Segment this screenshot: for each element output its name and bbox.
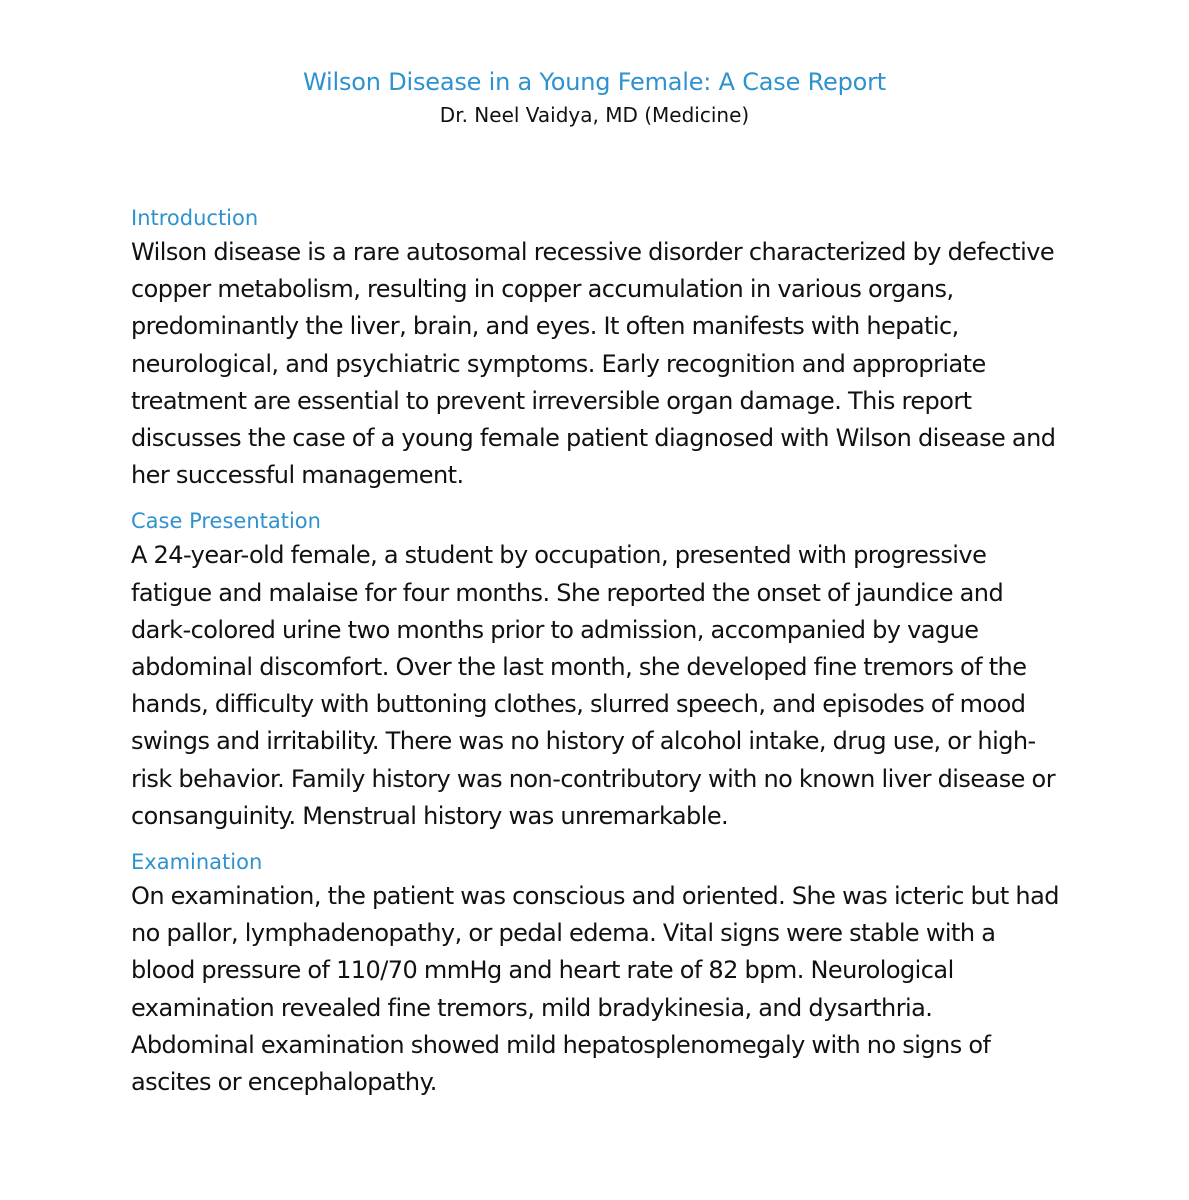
document-title: Wilson Disease in a Young Female: A Case Report [303, 68, 886, 96]
section-body-case-presentation: A 24-year-old female, a student by occupation, presented with progressive fatigue and malaise for four months. She reported the onset of jaundice and dark-colored urine two months prior to admission, accompanied by vague abdominal discomfort. Over the last month, she developed fine tremors of the hands, difficulty with buttoning clothes, slurred speech, and episodes of mood swings and irritability. There was no history of alcohol intake, drug use, or high-risk behavior. Family history was non-contributory with no known liver disease or consanguinity. Menstrual history was unremarkable. [131, 541, 1056, 830]
section-introduction [131, 204, 1061, 494]
section-heading-case-presentation: Case Presentation [131, 509, 321, 534]
document-header [0, 66, 1189, 129]
document-author: Dr. Neel Vaidya, MD (Medicine) [439, 103, 750, 127]
section-body-introduction: Wilson disease is a rare autosomal recessive disorder characterized by defective copper metabolism, resulting in copper accumulation in various organs, predominantly the liver, brain, and eyes. It often manifests with hepatic, neurological, and psychiatric symptoms. Early recognition and appropriate treatment are essential to prevent irreversible organ damage. This report discusses the case of a young female patient diagnosed with Wilson disease and her successful management. [131, 238, 1056, 490]
section-examination [131, 848, 1061, 1101]
section-heading-introduction: Introduction [131, 206, 259, 230]
section-case-presentation [131, 507, 1061, 835]
document-content [131, 204, 1061, 1114]
section-heading-examination: Examination [131, 850, 263, 875]
section-body-examination: On examination, the patient was conscious and oriented. She was icteric but had no pallor, lymphadenopathy, or pedal edema. Vital signs were stable with a blood pressure of 110/70 mmHg and heart rate of 82 bpm. Neurological examination revealed fine tremors, mild bradykinesia, and dysarthria. Abdominal examination showed mild hepatosplenomegaly with no signs of ascites or encephalopathy. [131, 882, 1059, 1097]
